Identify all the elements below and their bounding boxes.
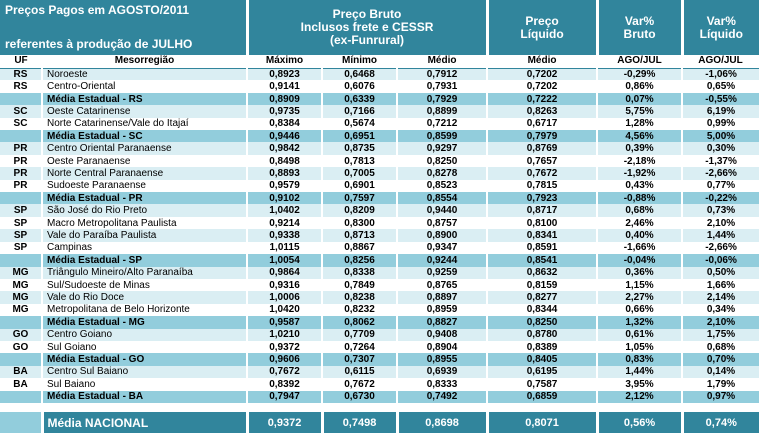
var-bruto-cell: 1,44% [597, 366, 682, 378]
minimo-cell: 0,8735 [322, 142, 397, 154]
minimo-cell: 0,7597 [322, 192, 397, 204]
maximo-cell: 0,9587 [247, 316, 322, 328]
mesorregiao-cell: Metropolitana de Belo Horizonte [42, 304, 247, 316]
var-bruto-cell: 0,83% [597, 353, 682, 365]
maximo-cell: 0,8384 [247, 118, 322, 130]
minimo-cell: 0,6901 [322, 180, 397, 192]
maximo-cell: 0,9864 [247, 267, 322, 279]
var-liquido-cell: 0,99% [682, 118, 759, 130]
medio-liquido-cell: 0,8389 [487, 341, 597, 353]
medio-liquido-cell: 0,8250 [487, 316, 597, 328]
maximo-cell: 0,8923 [247, 68, 322, 80]
mesorregiao-cell: Noroeste [42, 68, 247, 80]
column-header-medio-bruto: Médio [397, 55, 487, 68]
var-bruto-cell: 1,15% [597, 279, 682, 291]
mesorregiao-cell: Centro Oriental Paranaense [42, 142, 247, 154]
mesorregiao-cell: Média Estadual - RS [42, 93, 247, 105]
minimo-cell: 0,8338 [322, 267, 397, 279]
data-row [0, 80, 759, 92]
var-liquido-cell: 0,30% [682, 142, 759, 154]
report-title-line2: referentes à produção de JULHO [5, 37, 193, 51]
data-row [0, 267, 759, 279]
uf-cell: SC [0, 118, 42, 130]
mesorregiao-cell: Centro Goiano [42, 329, 247, 341]
national-label: Média NACIONAL [42, 412, 247, 433]
maximo-cell: 0,9214 [247, 217, 322, 229]
medio-bruto-cell: 0,8900 [397, 229, 487, 241]
uf-cell [0, 192, 42, 204]
maximo-cell: 0,8392 [247, 378, 322, 390]
var-bruto-cell: 0,40% [597, 229, 682, 241]
var-liquido-cell: -0,22% [682, 192, 759, 204]
var-bruto-cell: 4,56% [597, 130, 682, 142]
medio-bruto-cell: 0,9297 [397, 142, 487, 154]
var-liquido-cell: 0,14% [682, 366, 759, 378]
data-row [0, 68, 759, 80]
minimo-cell: 0,7264 [322, 341, 397, 353]
medio-liquido-cell: 0,6859 [487, 391, 597, 403]
medio-bruto-cell: 0,9408 [397, 329, 487, 341]
mesorregiao-cell: Vale do Paraíba Paulista [42, 229, 247, 241]
state-average-row [0, 316, 759, 328]
var-liquido-cell: -0,55% [682, 93, 759, 105]
minimo-cell: 0,7005 [322, 167, 397, 179]
maximo-cell: 0,9735 [247, 105, 322, 117]
maximo-cell: 0,7947 [247, 391, 322, 403]
data-row [0, 142, 759, 154]
var-liquido-cell: 0,73% [682, 204, 759, 216]
var-bruto-cell: 0,39% [597, 142, 682, 154]
column-header-var-liquido: AGO/JUL [682, 55, 759, 68]
uf-cell [0, 254, 42, 266]
var-bruto-cell: 1,28% [597, 118, 682, 130]
medio-liquido-cell: 0,7923 [487, 192, 597, 204]
medio-bruto-cell: 0,8904 [397, 341, 487, 353]
medio-bruto-cell: 0,9244 [397, 254, 487, 266]
medio-liquido-cell: 0,7202 [487, 80, 597, 92]
mesorregiao-cell: São José do Rio Preto [42, 204, 247, 216]
var-liquido-cell: 1,75% [682, 329, 759, 341]
var-liquido-cell: 5,00% [682, 130, 759, 142]
state-average-row [0, 353, 759, 365]
var-bruto-cell: 1,05% [597, 341, 682, 353]
header-band [0, 0, 759, 55]
minimo-cell: 0,5674 [322, 118, 397, 130]
minimo-cell: 0,7813 [322, 155, 397, 167]
var-liquido-cell: -2,66% [682, 167, 759, 179]
uf-cell [0, 391, 42, 403]
maximo-cell: 1,0054 [247, 254, 322, 266]
var-bruto-cell: -0,29% [597, 68, 682, 80]
uf-cell: GO [0, 329, 42, 341]
var-bruto-cell: -0,04% [597, 254, 682, 266]
minimo-cell: 0,6951 [322, 130, 397, 142]
medio-bruto-cell: 0,8955 [397, 353, 487, 365]
column-header-medio-liquido: Médio [487, 55, 597, 68]
mesorregiao-cell: Centro-Oriental [42, 80, 247, 92]
data-row [0, 291, 759, 303]
minimo-cell: 0,7849 [322, 279, 397, 291]
uf-cell: MG [0, 279, 42, 291]
medio-bruto-cell: 0,8250 [397, 155, 487, 167]
mesorregiao-cell: Sul Goiano [42, 341, 247, 353]
mesorregiao-cell: Sul Baiano [42, 378, 247, 390]
column-header-minimo: Mínimo [322, 55, 397, 68]
var-liquido-cell: 0,50% [682, 267, 759, 279]
medio-liquido-cell: 0,7587 [487, 378, 597, 390]
data-row [0, 155, 759, 167]
var-bruto-cell: -1,92% [597, 167, 682, 179]
state-average-row [0, 93, 759, 105]
uf-cell: MG [0, 304, 42, 316]
maximo-cell: 0,9338 [247, 229, 322, 241]
var-bruto-cell: 0,07% [597, 93, 682, 105]
medio-bruto-cell: 0,8333 [397, 378, 487, 390]
data-row [0, 341, 759, 353]
minimo-cell: 0,8062 [322, 316, 397, 328]
minimo-cell: 0,8232 [322, 304, 397, 316]
var-liquido-cell: -1,37% [682, 155, 759, 167]
data-row [0, 217, 759, 229]
national-uf-cell [0, 412, 42, 433]
maximo-cell: 0,9141 [247, 80, 322, 92]
var-bruto-cell: 0,68% [597, 204, 682, 216]
uf-cell: RS [0, 68, 42, 80]
var-bruto-cell: 2,46% [597, 217, 682, 229]
var-bruto-cell: 2,27% [597, 291, 682, 303]
var-liquido-cell: 0,77% [682, 180, 759, 192]
state-average-row [0, 391, 759, 403]
maximo-cell: 0,9842 [247, 142, 322, 154]
var-bruto-cell: 0,61% [597, 329, 682, 341]
column-header-maximo: Máximo [247, 55, 322, 68]
var-liquido-cell: -0,06% [682, 254, 759, 266]
medio-liquido-cell: 0,8717 [487, 204, 597, 216]
uf-cell: SP [0, 229, 42, 241]
var-bruto-cell: 3,95% [597, 378, 682, 390]
mesorregiao-cell: Média Estadual - BA [42, 391, 247, 403]
uf-cell: PR [0, 142, 42, 154]
medio-bruto-cell: 0,7212 [397, 118, 487, 130]
var-bruto-cell: 0,86% [597, 80, 682, 92]
medio-bruto-cell: 0,7912 [397, 68, 487, 80]
preco-bruto-label: Preço Bruto [332, 7, 402, 21]
data-row [0, 167, 759, 179]
uf-cell: PR [0, 167, 42, 179]
data-row [0, 279, 759, 291]
minimo-cell: 0,6076 [322, 80, 397, 92]
minimo-cell: 0,8209 [322, 204, 397, 216]
minimo-cell: 0,6468 [322, 68, 397, 80]
report-title [0, 0, 247, 55]
uf-cell [0, 353, 42, 365]
mesorregiao-cell: Média Estadual - SC [42, 130, 247, 142]
uf-cell: RS [0, 80, 42, 92]
medio-bruto-cell: 0,8278 [397, 167, 487, 179]
uf-cell: BA [0, 366, 42, 378]
data-row [0, 366, 759, 378]
uf-cell: SP [0, 217, 42, 229]
medio-bruto-cell: 0,8523 [397, 180, 487, 192]
data-row [0, 329, 759, 341]
medio-bruto-cell: 0,6939 [397, 366, 487, 378]
var-bruto-cell: 0,43% [597, 180, 682, 192]
medio-bruto-cell: 0,8899 [397, 105, 487, 117]
var-liquido-cell: 1,66% [682, 279, 759, 291]
data-row [0, 378, 759, 390]
mesorregiao-cell: Campinas [42, 242, 247, 254]
var-bruto-cell: 0,36% [597, 267, 682, 279]
medio-bruto-cell: 0,8959 [397, 304, 487, 316]
uf-cell: SP [0, 242, 42, 254]
maximo-cell: 0,8893 [247, 167, 322, 179]
data-row [0, 204, 759, 216]
mesorregiao-cell: Norte Catarinense/Vale do Itajaí [42, 118, 247, 130]
medio-liquido-cell: 0,8344 [487, 304, 597, 316]
uf-cell: GO [0, 341, 42, 353]
maximo-cell: 0,7672 [247, 366, 322, 378]
var-liquido-cell: 1,79% [682, 378, 759, 390]
var-bruto-cell: -0,88% [597, 192, 682, 204]
var-bruto-cell: -1,66% [597, 242, 682, 254]
medio-liquido-cell: 0,8263 [487, 105, 597, 117]
medio-liquido-cell: 0,7672 [487, 167, 597, 179]
national-medio-liquido: 0,8071 [487, 412, 597, 433]
var-liquido-cell: 1,44% [682, 229, 759, 241]
medio-liquido-cell: 0,7222 [487, 93, 597, 105]
mesorregiao-cell: Sul/Sudoeste de Minas [42, 279, 247, 291]
uf-cell: PR [0, 155, 42, 167]
minimo-cell: 0,7307 [322, 353, 397, 365]
medio-bruto-cell: 0,8599 [397, 130, 487, 142]
var-liquido-cell: 0,65% [682, 80, 759, 92]
national-medio-bruto: 0,8698 [397, 412, 487, 433]
state-average-row [0, 130, 759, 142]
medio-bruto-cell: 0,9259 [397, 267, 487, 279]
report-title-line1: Preços Pagos em AGOSTO/2011 [5, 3, 190, 17]
uf-cell [0, 316, 42, 328]
mesorregiao-cell: Sudoeste Paranaense [42, 180, 247, 192]
column-header-var-bruto: AGO/JUL [597, 55, 682, 68]
medio-liquido-cell: 0,7979 [487, 130, 597, 142]
mesorregiao-cell: Oeste Paranaense [42, 155, 247, 167]
national-average-row [0, 412, 759, 433]
medio-bruto-cell: 0,8827 [397, 316, 487, 328]
medio-bruto-cell: 0,8757 [397, 217, 487, 229]
var-liquido-cell: 2,10% [682, 316, 759, 328]
national-var-liquido: 0,74% [682, 412, 759, 433]
data-row [0, 118, 759, 130]
state-average-row [0, 192, 759, 204]
maximo-cell: 1,0006 [247, 291, 322, 303]
uf-cell [0, 93, 42, 105]
maximo-cell: 0,9372 [247, 341, 322, 353]
maximo-cell: 0,8909 [247, 93, 322, 105]
medio-liquido-cell: 0,7657 [487, 155, 597, 167]
maximo-cell: 0,8498 [247, 155, 322, 167]
mesorregiao-cell: Vale do Rio Doce [42, 291, 247, 303]
medio-liquido-cell: 0,8277 [487, 291, 597, 303]
medio-liquido-cell: 0,8341 [487, 229, 597, 241]
var-liquido-cell: -1,06% [682, 68, 759, 80]
medio-bruto-cell: 0,8554 [397, 192, 487, 204]
data-row [0, 180, 759, 192]
uf-cell: MG [0, 267, 42, 279]
var-bruto-cell: 5,75% [597, 105, 682, 117]
medio-bruto-cell: 0,8897 [397, 291, 487, 303]
medio-liquido-cell: 0,6717 [487, 118, 597, 130]
var-liquido-cell: -2,66% [682, 242, 759, 254]
minimo-cell: 0,8867 [322, 242, 397, 254]
column-header-uf: UF [0, 55, 42, 68]
var-bruto-cell: -2,18% [597, 155, 682, 167]
medio-liquido-cell: 0,8632 [487, 267, 597, 279]
medio-bruto-cell: 0,7931 [397, 80, 487, 92]
maximo-cell: 1,0420 [247, 304, 322, 316]
uf-cell: SP [0, 204, 42, 216]
var-liquido-cell: 0,34% [682, 304, 759, 316]
minimo-cell: 0,8300 [322, 217, 397, 229]
mesorregiao-cell: Centro Sul Baiano [42, 366, 247, 378]
medio-bruto-cell: 0,9440 [397, 204, 487, 216]
minimo-cell: 0,8256 [322, 254, 397, 266]
var-liquido-cell: 6,19% [682, 105, 759, 117]
var-bruto-cell: 1,32% [597, 316, 682, 328]
preco-bruto-sub1: Inclusos frete e CESSR [300, 20, 434, 34]
medio-liquido-cell: 0,8780 [487, 329, 597, 341]
mesorregiao-cell: Oeste Catarinense [42, 105, 247, 117]
medio-liquido-cell: 0,7202 [487, 68, 597, 80]
medio-liquido-cell: 0,7815 [487, 180, 597, 192]
medio-liquido-cell: 0,8159 [487, 279, 597, 291]
maximo-cell: 0,9446 [247, 130, 322, 142]
state-average-row [0, 254, 759, 266]
mesorregiao-cell: Norte Central Paranaense [42, 167, 247, 179]
minimo-cell: 0,7672 [322, 378, 397, 390]
group-header-var-bruto: Var% Bruto [597, 0, 682, 55]
var-bruto-cell: 0,66% [597, 304, 682, 316]
data-row [0, 242, 759, 254]
mesorregiao-cell: Média Estadual - PR [42, 192, 247, 204]
medio-bruto-cell: 0,7929 [397, 93, 487, 105]
maximo-cell: 0,9579 [247, 180, 322, 192]
group-header-preco-liquido: Preço Líquido [487, 0, 597, 55]
column-header-row [0, 55, 759, 68]
minimo-cell: 0,8713 [322, 229, 397, 241]
group-header-var-liquido: Var% Líquido [682, 0, 759, 55]
uf-cell: SC [0, 105, 42, 117]
national-var-bruto: 0,56% [597, 412, 682, 433]
var-liquido-cell: 2,10% [682, 217, 759, 229]
var-liquido-cell: 0,97% [682, 391, 759, 403]
maximo-cell: 0,9102 [247, 192, 322, 204]
uf-cell: MG [0, 291, 42, 303]
var-liquido-cell: 0,68% [682, 341, 759, 353]
data-row [0, 105, 759, 117]
medio-liquido-cell: 0,8405 [487, 353, 597, 365]
medio-liquido-cell: 0,6195 [487, 366, 597, 378]
maximo-cell: 1,0210 [247, 329, 322, 341]
data-row [0, 304, 759, 316]
medio-bruto-cell: 0,9347 [397, 242, 487, 254]
data-row [0, 229, 759, 241]
medio-bruto-cell: 0,8765 [397, 279, 487, 291]
group-header-preco-bruto [247, 0, 487, 55]
preco-bruto-sub2: (ex-Funrural) [330, 33, 405, 47]
minimo-cell: 0,6339 [322, 93, 397, 105]
spacer-row [0, 403, 759, 412]
medio-liquido-cell: 0,8100 [487, 217, 597, 229]
maximo-cell: 1,0402 [247, 204, 322, 216]
uf-cell [0, 130, 42, 142]
mesorregiao-cell: Média Estadual - MG [42, 316, 247, 328]
medio-liquido-cell: 0,8591 [487, 242, 597, 254]
maximo-cell: 1,0115 [247, 242, 322, 254]
column-header-mesorregiao: Mesorregião [42, 55, 247, 68]
var-bruto-cell: 2,12% [597, 391, 682, 403]
maximo-cell: 0,9606 [247, 353, 322, 365]
mesorregiao-cell: Macro Metropolitana Paulista [42, 217, 247, 229]
national-maximo: 0,9372 [247, 412, 322, 433]
minimo-cell: 0,7166 [322, 105, 397, 117]
minimo-cell: 0,6115 [322, 366, 397, 378]
medio-liquido-cell: 0,8769 [487, 142, 597, 154]
var-liquido-cell: 0,70% [682, 353, 759, 365]
uf-cell: BA [0, 378, 42, 390]
national-minimo: 0,7498 [322, 412, 397, 433]
minimo-cell: 0,8238 [322, 291, 397, 303]
medio-bruto-cell: 0,7492 [397, 391, 487, 403]
mesorregiao-cell: Triângulo Mineiro/Alto Paranaíba [42, 267, 247, 279]
uf-cell: PR [0, 180, 42, 192]
mesorregiao-cell: Média Estadual - SP [42, 254, 247, 266]
minimo-cell: 0,6730 [322, 391, 397, 403]
var-liquido-cell: 2,14% [682, 291, 759, 303]
rows-container [0, 68, 759, 403]
mesorregiao-cell: Média Estadual - GO [42, 353, 247, 365]
maximo-cell: 0,9316 [247, 279, 322, 291]
medio-liquido-cell: 0,8541 [487, 254, 597, 266]
minimo-cell: 0,7709 [322, 329, 397, 341]
